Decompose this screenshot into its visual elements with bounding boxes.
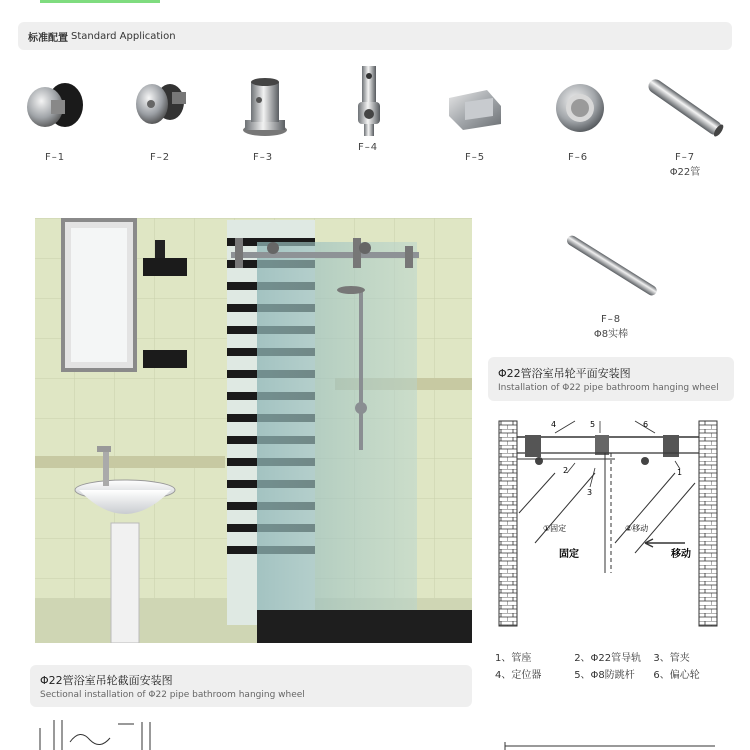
part-spec: Φ22管: [669, 167, 701, 178]
legend-item: 6、偏心轮: [653, 670, 700, 681]
plan-installation-diagram: [495, 413, 725, 638]
plan-diagram-fragment: [495, 738, 725, 750]
plan-installation-banner: [488, 357, 734, 401]
legend-item: 3、管夹: [653, 653, 690, 664]
plan-marker-1: 1: [677, 468, 683, 477]
part-f1: [10, 72, 100, 192]
section-title-cn: Φ22管浴室吊轮截面安装图: [40, 674, 173, 687]
pipe-22-icon: [640, 72, 730, 142]
section-diagram-fragment: [30, 714, 180, 750]
plan-marker-4: 4: [551, 420, 557, 429]
standard-application-banner: [18, 22, 732, 50]
plan-marker-2: 2: [563, 466, 569, 475]
part-f7: [640, 72, 730, 192]
part-code: F–8: [600, 314, 622, 325]
plan-moving-label: 移动: [671, 549, 691, 560]
banner-title-cn: 标准配置: [28, 32, 68, 44]
plan-fixed-note: ①固定: [543, 524, 567, 533]
top-accent-line: [0, 0, 750, 6]
legend-row: [495, 667, 729, 684]
wheel-ring-icon: [538, 72, 618, 142]
legend-item: 1、管座: [495, 653, 532, 664]
rod-8-icon: [556, 220, 666, 310]
part-code: F–2: [149, 152, 171, 163]
part-code: F–4: [357, 142, 379, 153]
legend-item: 2、Φ22管导轨: [574, 653, 642, 664]
part-f4: [323, 62, 413, 182]
legend-row: [495, 650, 729, 667]
plan-moving-note: ②移动: [625, 524, 649, 533]
part-f2: [115, 72, 205, 192]
pipe-clamp-icon: [328, 62, 408, 142]
plan-title-en: Installation of Φ22 pipe bathroom hanging wheel: [498, 383, 719, 393]
pipe-base-icon: [223, 72, 303, 142]
glass-clip-icon: [435, 72, 515, 142]
part-f8: [556, 220, 666, 340]
part-code: F–1: [44, 152, 66, 163]
part-code: F–3: [252, 152, 274, 163]
part-spec: Φ8实棒: [593, 329, 629, 340]
section-title-en: Sectional installation of Φ22 pipe bathroom hanging wheel: [40, 690, 305, 700]
parts-legend: [495, 650, 729, 684]
plan-fixed-label: 固定: [559, 549, 579, 560]
section-installation-banner: [30, 665, 472, 707]
part-f6: [533, 72, 623, 192]
part-code: F–7: [674, 152, 696, 163]
part-f3: [218, 72, 308, 192]
plan-title-cn: Φ22管浴室吊轮平面安装图: [498, 367, 631, 380]
part-code: F–6: [567, 152, 589, 163]
plan-marker-5: 5: [590, 420, 596, 429]
part-f5: [430, 72, 520, 192]
legend-item: 4、定位器: [495, 670, 542, 681]
plan-marker-6: 6: [643, 420, 649, 429]
plan-marker-3: 3: [587, 488, 593, 497]
legend-item: 5、Φ8防跳杆: [574, 670, 635, 681]
part-code: F–5: [464, 152, 486, 163]
bathroom-installation-photo: [35, 218, 472, 643]
clamp-fitting-icon: [120, 72, 200, 142]
banner-title-en: Standard Application: [71, 30, 176, 42]
knob-fitting-icon: [15, 72, 95, 142]
